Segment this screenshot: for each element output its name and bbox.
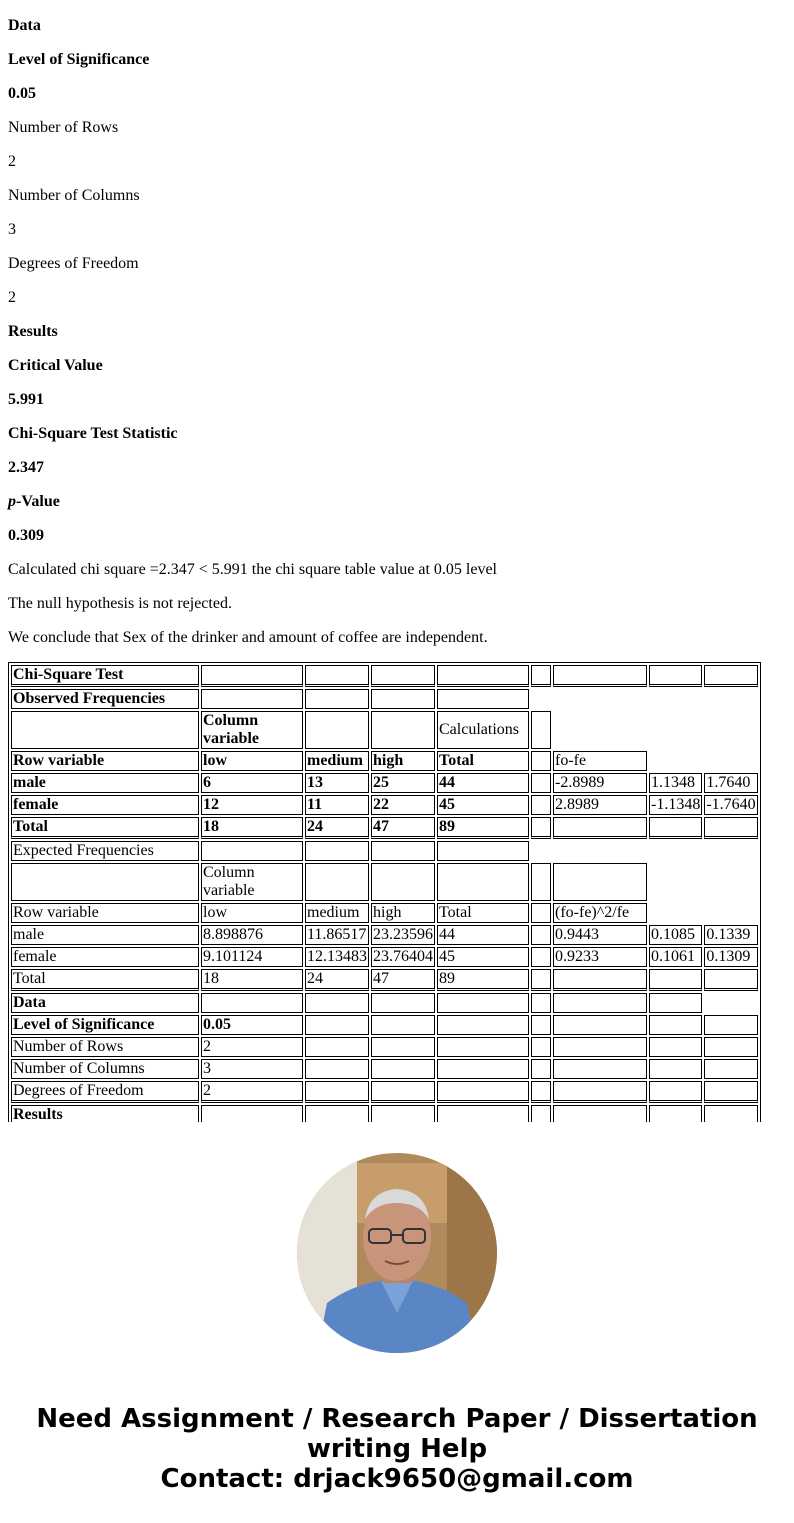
cols-value: 3 — [201, 1059, 303, 1079]
expected-cell: 12.13483 — [307, 948, 367, 965]
conclusion-line-3: We conclude that Sex of the drinker and amount of coffee are independent. — [8, 629, 488, 646]
results-label: Results — [11, 1105, 199, 1122]
table-row — [11, 993, 758, 1013]
col-high-header: high — [371, 903, 435, 923]
calculations-header: Calculations — [437, 711, 529, 749]
observed-cell: 44 — [437, 773, 529, 793]
fo-fe-squared-cell: 0.1061 — [649, 947, 702, 967]
fo-fe-squared-cell: 0.9233 — [553, 947, 647, 967]
fo-fe-squared-cell: 0.9443 — [553, 925, 647, 945]
fo-fe-cell: 2.8989 — [553, 795, 647, 815]
expected-cell: 9.101124 — [201, 947, 303, 967]
critical-value-label: Critical Value — [8, 357, 103, 374]
observed-cell: 22 — [371, 795, 435, 815]
expected-row-label: male — [11, 925, 199, 945]
expected-row-label: female — [11, 947, 199, 967]
table-row — [11, 689, 758, 709]
table-title: Chi-Square Test — [11, 665, 199, 687]
observed-cell: 24 — [305, 817, 369, 839]
cols-value: 3 — [8, 221, 16, 238]
row-variable-header: Row variable — [11, 751, 199, 771]
expected-title: Expected Frequencies — [11, 841, 199, 861]
los-value: 0.05 — [201, 1015, 303, 1035]
data-heading: Data — [8, 17, 41, 34]
column-variable-header: Column variable — [201, 711, 303, 749]
p-label-rest: -Value — [16, 493, 60, 510]
expected-cell: 23.23596 — [373, 926, 433, 943]
table-row — [11, 817, 758, 839]
table-row — [11, 863, 758, 901]
fo-fe-cell: -1.7640 — [706, 796, 756, 813]
observed-row-label: Total — [11, 817, 199, 839]
observed-cell: 13 — [305, 773, 369, 793]
table-row — [11, 773, 758, 793]
expected-cell: 89 — [437, 969, 529, 991]
table-row — [11, 711, 758, 749]
promo-line-1: Need Assignment / Research Paper / Dissertation — [36, 1404, 758, 1434]
table-row — [11, 665, 758, 687]
results-heading: Results — [8, 323, 58, 340]
los-value: 0.05 — [8, 85, 36, 102]
expected-cell: 24 — [305, 969, 369, 991]
fo-fe-cell: 1.7640 — [704, 773, 757, 793]
table-row — [11, 1059, 758, 1079]
p-value: 0.309 — [8, 527, 44, 544]
expected-cell: 44 — [437, 925, 529, 945]
chi-square-table — [8, 662, 761, 1122]
dof-value: 2 — [201, 1081, 303, 1103]
col-high-header: high — [371, 751, 435, 771]
observed-cell: 47 — [371, 817, 435, 839]
dof-label: Degrees of Freedom — [11, 1081, 199, 1103]
expected-cell: 8.898876 — [201, 925, 303, 945]
cols-label: Number of Columns — [11, 1059, 199, 1079]
observed-cell: 45 — [437, 795, 529, 815]
table-row — [11, 841, 758, 861]
observed-row-label: male — [11, 773, 199, 793]
col-total-header: Total — [437, 751, 529, 771]
fo-fe-cell: 1.1348 — [649, 773, 702, 793]
fo-fe-squared-cell: 0.1339 — [704, 925, 757, 945]
col-total-header: Total — [437, 903, 529, 923]
col-low-header: low — [201, 751, 303, 771]
cols-label: Number of Columns — [8, 187, 140, 204]
fo-fe-squared-cell: 0.1309 — [704, 947, 757, 967]
fo-fe-squared-cell: 0.1085 — [649, 925, 702, 945]
observed-cell: 12 — [201, 795, 303, 815]
rows-value: 2 — [201, 1037, 303, 1057]
expected-cell: 23.76404 — [373, 948, 433, 965]
fo-fe-cell: -1.1348 — [651, 796, 701, 813]
expected-cell: 11.86517 — [305, 925, 369, 945]
col-medium-header: medium — [305, 751, 369, 771]
p-label-italic: p — [8, 493, 16, 510]
avatar — [297, 1153, 497, 1353]
column-variable-header: Column variable — [201, 863, 303, 901]
expected-cell: 45 — [437, 947, 529, 967]
col-low-header: low — [201, 903, 303, 923]
rows-label: Number of Rows — [11, 1037, 199, 1057]
table-row — [11, 925, 758, 945]
table-row — [11, 1105, 758, 1122]
observed-cell: 11 — [305, 795, 369, 815]
data-label: Data — [11, 993, 199, 1013]
observed-cell: 89 — [437, 817, 529, 839]
los-label: Level of Significance — [8, 51, 150, 68]
fo-fe-header: fo-fe — [553, 751, 647, 771]
critical-value: 5.991 — [8, 391, 44, 408]
dof-label: Degrees of Freedom — [8, 255, 139, 272]
table-row — [11, 1037, 758, 1057]
expected-row-label: Total — [11, 969, 199, 991]
table-row — [11, 903, 758, 923]
table-row — [11, 947, 758, 967]
person-photo-icon — [297, 1153, 497, 1353]
table-row — [11, 795, 758, 815]
table-row — [11, 969, 758, 991]
table-row — [11, 751, 758, 771]
promo-line-2: writing Help — [306, 1434, 488, 1464]
dof-value: 2 — [8, 289, 16, 306]
conclusion-line-2: The null hypothesis is not rejected. — [8, 595, 232, 612]
fo-fe-cell: -2.8989 — [553, 773, 647, 793]
p-value-label — [8, 493, 60, 511]
table-row — [11, 1081, 758, 1103]
row-variable-header: Row variable — [11, 903, 199, 923]
fo-fe-squared-header: (fo-fe)^2/fe — [553, 903, 647, 923]
chi-square-table-viewport — [8, 662, 786, 1122]
rows-value: 2 — [8, 153, 16, 170]
col-medium-header: medium — [305, 903, 369, 923]
test-statistic-value: 2.347 — [8, 459, 44, 476]
promo-contact: Contact: drjack9650@gmail.com — [160, 1464, 634, 1494]
promo-banner — [0, 1404, 794, 1494]
expected-cell: 47 — [371, 969, 435, 991]
test-statistic-label: Chi-Square Test Statistic — [8, 425, 178, 442]
los-label: Level of Significance — [11, 1015, 199, 1035]
conclusion-line-1: Calculated chi square =2.347 < 5.991 the chi square table value at 0.05 level — [8, 561, 497, 578]
observed-cell: 18 — [201, 817, 303, 839]
table-row — [11, 1015, 758, 1035]
observed-row-label: female — [11, 795, 199, 815]
observed-cell: 25 — [371, 773, 435, 793]
rows-label: Number of Rows — [8, 119, 119, 136]
observed-title: Observed Frequencies — [11, 689, 199, 709]
expected-cell: 18 — [201, 969, 303, 991]
observed-cell: 6 — [201, 773, 303, 793]
